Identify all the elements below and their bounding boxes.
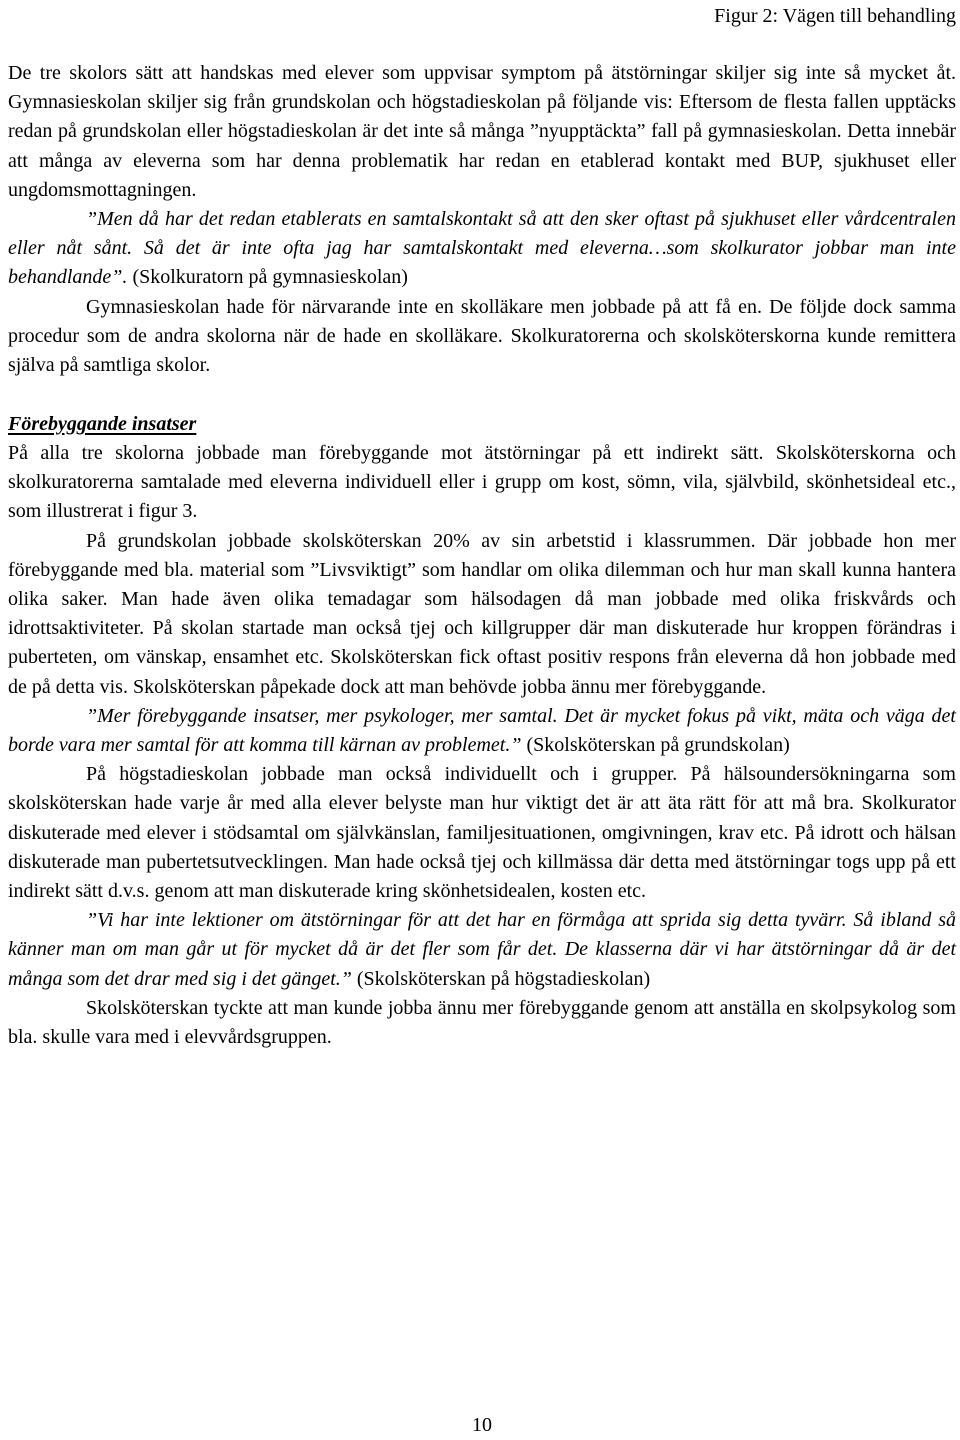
quote-text: ”Vi har inte lektioner om ätstörningar för att det har en förmåga att sprida sig detta tyvärr. Så ibland så känner man om man går ut för mycket då är det fler som får det. De klasserna där vi har ätstörningar då är det många som det drar med sig i det gänget.” [8,909,956,990]
paragraph-grundskolan: På grundskolan jobbade skolsköterskan 20% av sin arbetstid i klassrummen. Där jobbade hon mer förebyggande med bla. material som ”Livsviktigt” som handlar om olika dilemman och hur man skall kunna hantera olika saker. Man hade även olika temadagar som hälsodagen då man jobbade med olika friskvårds och idrottsaktiviteter. På skolan startade man också tjej och killgrupper där man diskuterade hur kroppen förändras i puberteten, om vänskap, ensamhet etc. Skolsköterskan fick oftast positiv respons från eleverna då hon jobbade med de på detta vis. Skolsköterskan påpekade dock att man behövde jobba ännu mer förebyggande. [8,529,956,698]
section-heading: Förebyggande insatser [8,412,197,435]
section-spacer [8,380,956,410]
quote-source: (Skolkuratorn på gymnasieskolan) [127,266,408,289]
document-page [8,0,956,1440]
quote-text: ”Mer förebyggande insatser, mer psykologer, mer samtal. Det är mycket fokus på vikt, mäta och väga det borde vara mer samtal för att komma till kärnan av problemet.” [8,704,956,756]
page-number: 10 [472,1414,492,1436]
paragraph-intro: De tre skolors sätt att handskas med elever som uppvisar symptom på ätstörningar skiljer sig inte så mycket åt. Gymnasieskolan skiljer sig från grundskolan och högstadieskolan på följande vis: Eftersom de flesta fallen upptäcks redan på grundskolan eller högstadieskolan är det inte så många ”nyupptäckta” fall på gymnasieskolan. Detta innebär att många av eleverna som har denna problematik har redan en etablerad kontakt med BUP, sjukhuset eller ungdomsmottagningen. [8,62,956,201]
quote-skolkuratorn [8,205,956,293]
quote-source: (Skolsköterskan på högstadieskolan) [351,967,651,990]
paragraph-skolpsykolog: Skolsköterskan tyckte att man kunde jobba ännu mer förebyggande genom att anställa en skolpsykolog som bla. skulle vara med i elevvårdsgruppen. [8,996,956,1048]
quote-hogstadieskolan [8,906,956,994]
quote-source: (Skolsköterskan på grundskolan) [521,733,790,756]
body-text [8,59,956,1052]
paragraph-skollakare: Gymnasieskolan hade för närvarande inte en skolläkare men jobbade på att få en. De följde dock samma procedur som de andra skolorna när de hade en skolläkare. Skolkuratorerna och skolsköterskorna kunde remittera själva på samtliga skolor. [8,295,956,377]
paragraph-forebyggande: På alla tre skolorna jobbade man förebyggande mot ätstörningar på ett indirekt sätt. Skolsköterskorna och skolkuratorerna samtalade med eleverna individuell eller i grupp om kost, sömn, vila, självbild, skönhetsideal etc., som illustrerat i figur 3. [8,441,956,523]
figure-caption: Figur 2: Vägen till behandling [714,5,956,27]
quote-text: ”Men då har det redan etablerats en samtalskontakt så att den sker oftast på sjukhuset eller vårdcentralen eller nåt sånt. Så det är inte ofta jag har samtalskontakt med eleverna…som skolkurator jobbar man inte behandlande”. [8,208,956,289]
quote-grundskolan [8,702,956,760]
paragraph-hogstadieskolan: På högstadieskolan jobbade man också individuellt och i grupper. På hälsoundersökningarna som skolsköterskan hade varje år med alla elever belyste man hur viktigt det är att äta rätt för att må bra. Skolkurator diskuterade med elever i stödsamtal om självkänslan, familjesituationen, omgivningen, krav etc. På idrott och hälsan diskuterade man pubertetsutvecklingen. Man hade också tjej och killmässa där detta med ätstörningar togs upp på ett indirekt sätt d.v.s. genom att man diskuterade kring skönhetsidealen, kosten etc. [8,763,956,902]
